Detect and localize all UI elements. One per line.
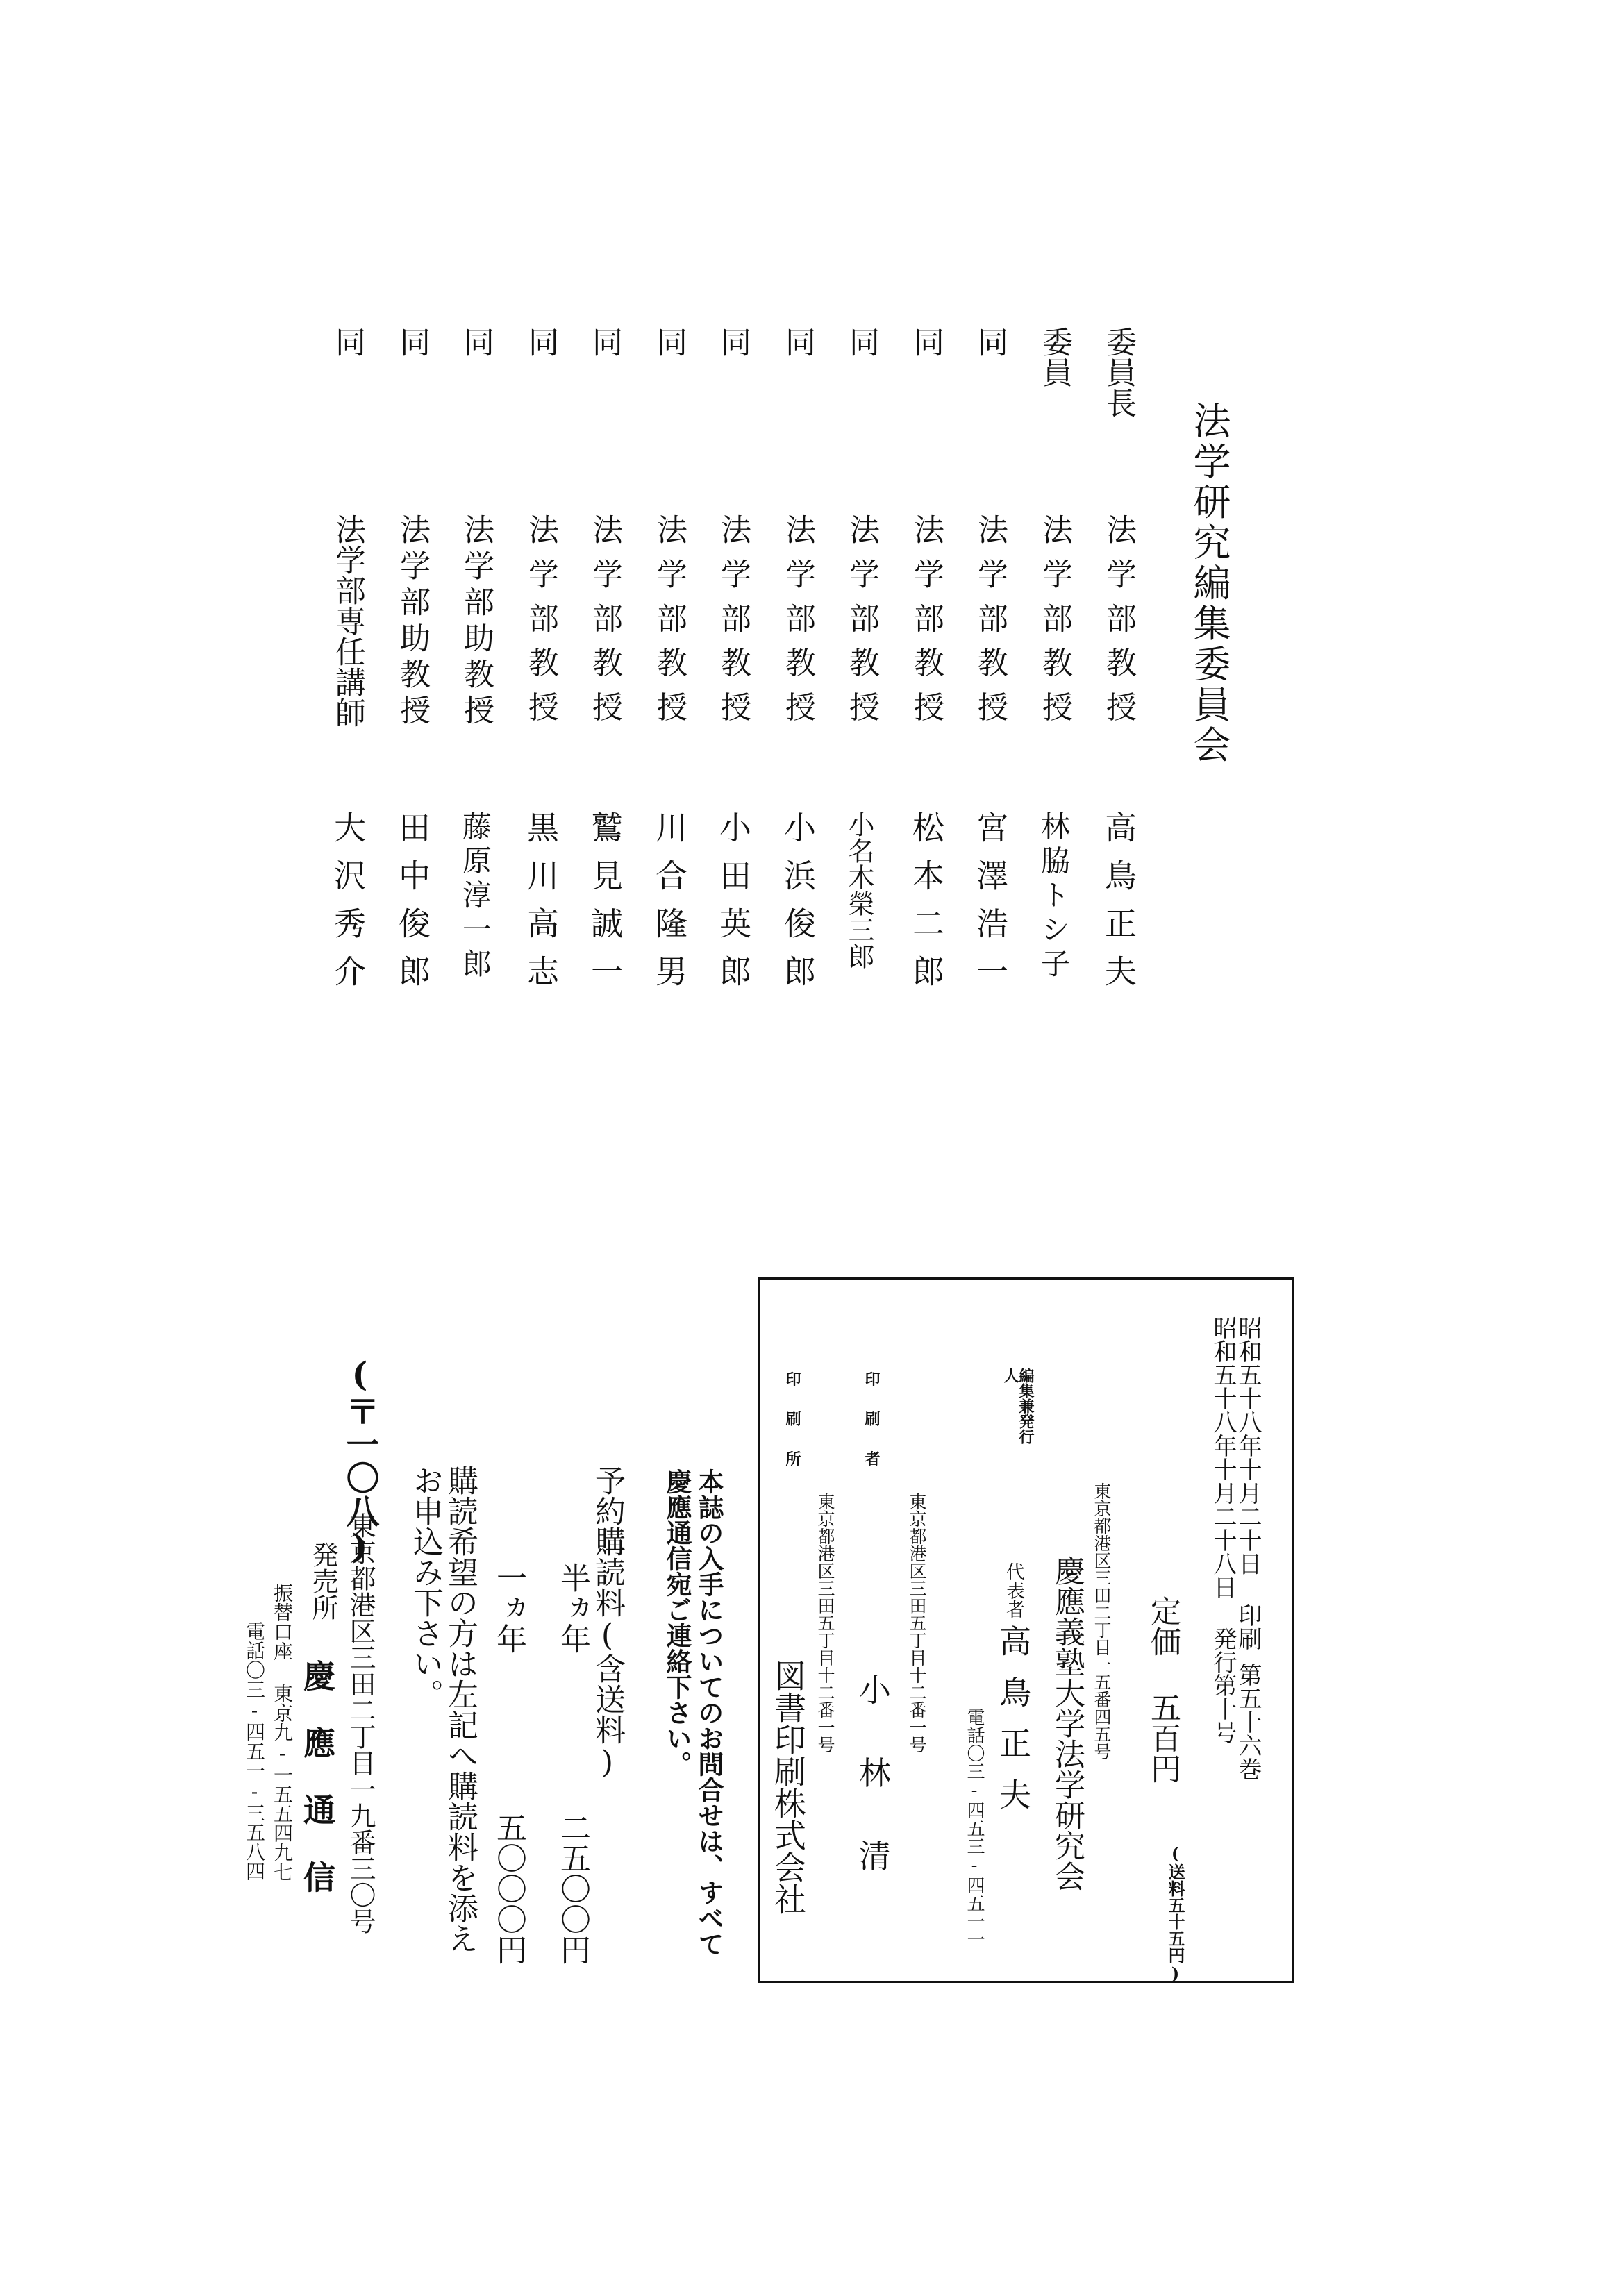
distributor-name: 慶應通信 [299, 1659, 336, 1928]
member-position: 法学部専任講師 [330, 514, 365, 728]
member-name: 宮澤浩一 [971, 811, 1009, 1003]
member-role: 同 [972, 326, 1008, 357]
member-role: 同 [458, 326, 494, 357]
member-name: 黒川高志 [522, 811, 560, 1003]
member-name: 川合隆男 [651, 811, 688, 1003]
volume-number: 第五十六巻 [1234, 1663, 1262, 1781]
editor-label: 編集兼発行人 [1001, 1368, 1035, 1444]
print-office-name: 図書印刷株式会社 [769, 1659, 807, 1915]
printer-name: 小林清 [854, 1673, 892, 1922]
member-position: 法学部教授 [780, 514, 815, 735]
one-year-price: 五〇〇〇円 [491, 1812, 526, 1965]
member-role: 同 [523, 326, 558, 357]
notice-line-1: 本誌の入手についてのお問合せは、すべて [694, 1468, 724, 1956]
one-year-label: 一ヵ年 [491, 1562, 526, 1654]
distributor-phone: 電話〇三-四五一-三五八四 [243, 1621, 266, 1881]
member-name: 藤原淳一郎 [458, 811, 492, 983]
distributor-address: 東京都港区三田二丁目一九番三〇号 [345, 1512, 376, 1934]
member-role: 同 [587, 326, 622, 357]
committee-title: 法学研究編集委員会 [1187, 401, 1231, 766]
issue-number: 第十号 [1209, 1673, 1237, 1744]
member-role: 同 [844, 326, 879, 357]
issue-date: 昭和五十八年十月二十八日 発行 [1209, 1316, 1237, 1674]
member-name: 高鳥正夫 [1100, 811, 1137, 1003]
postal-code: (〒一〇八) [340, 1355, 379, 1566]
member-position: 法学部教授 [587, 514, 622, 735]
editor-rep: 高鳥正夫 [994, 1625, 1032, 1829]
subscription-label: 予約購読料(含送料) [590, 1465, 625, 1780]
member-position: 法学部助教授 [458, 514, 494, 730]
member-name: 小田英郎 [715, 811, 752, 1003]
editor-rep-label: 代表者 [1003, 1562, 1024, 1618]
member-position: 法学部教授 [651, 514, 687, 735]
member-position: 法学部教授 [523, 514, 558, 735]
print-office-address: 東京都港区三田五丁目十二番一号 [815, 1493, 835, 1753]
half-year-label: 半ヵ年 [555, 1562, 590, 1654]
notice-line-2: 慶應通信宛ご連絡下さい。 [662, 1468, 692, 1777]
distributor-label: 発売所 [308, 1541, 338, 1620]
editor-phone: 電話〇三-四五三-四五一一 [964, 1708, 985, 1948]
print-date: 昭和五十八年十月二十日 印刷 [1234, 1316, 1262, 1650]
member-position: 法学部教授 [715, 514, 751, 735]
member-role: 同 [651, 326, 687, 357]
editor-org: 慶應義塾大学法学研究会 [1049, 1555, 1085, 1891]
member-role: 同 [330, 326, 365, 357]
member-position: 法学部教授 [844, 514, 879, 735]
member-role: 同 [780, 326, 815, 357]
member-name: 小浜俊郎 [779, 811, 817, 1003]
print-office-label: 印刷所 [783, 1371, 801, 1491]
member-role: 同 [715, 326, 751, 357]
printer-address: 東京都港区三田五丁目十二番一号 [907, 1493, 927, 1753]
member-position: 法学部教授 [908, 514, 944, 735]
member-role: 同 [394, 326, 430, 357]
printer-label: 印刷者 [862, 1371, 881, 1491]
member-name: 鷲見誠一 [586, 811, 624, 1003]
price: 定価 五百円 [1145, 1595, 1181, 1784]
editor-address: 東京都港区三田二丁目一五番四五号 [1092, 1482, 1112, 1760]
half-year-price: 二五〇〇円 [555, 1812, 590, 1965]
member-name: 松本二郎 [908, 811, 945, 1003]
member-role: 委員長 [1101, 326, 1136, 418]
member-position: 法学部教授 [972, 514, 1008, 735]
member-name: 田中俊郎 [394, 811, 431, 1003]
member-name: 大沢秀介 [329, 811, 367, 1003]
member-position: 法学部教授 [1037, 514, 1072, 735]
member-name: 小名木榮三郎 [844, 811, 874, 969]
member-role: 委員 [1037, 326, 1072, 387]
apply-line-1: 購読希望の方は左記へ購読料を添え [442, 1465, 478, 1954]
member-position: 法学部教授 [1101, 514, 1136, 735]
apply-line-2: お申込み下さい。 [408, 1465, 443, 1709]
postage: (送料五十五円) [1165, 1843, 1185, 1984]
member-position: 法学部助教授 [394, 514, 430, 730]
member-role: 同 [908, 326, 944, 357]
furikae-account: 振替口座 東京九-一五五四九七 [271, 1583, 294, 1882]
member-name: 林脇トシ子 [1037, 811, 1071, 983]
